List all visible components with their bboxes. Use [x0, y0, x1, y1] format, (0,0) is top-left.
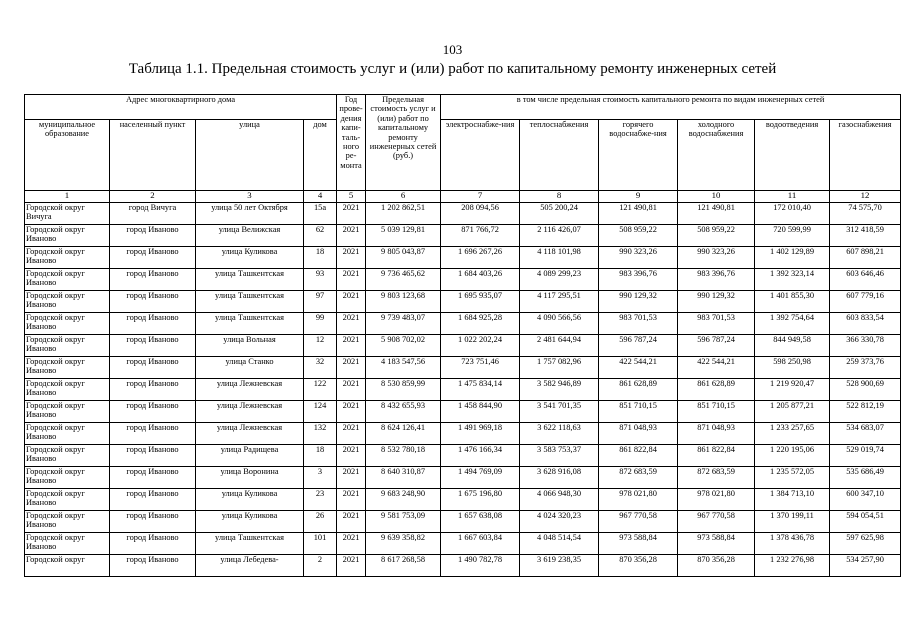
hot-water-cost-cell: 983 396,76 — [599, 269, 678, 291]
gas-cost-cell: 522 812,19 — [830, 401, 901, 423]
house-cell: 124 — [304, 401, 337, 423]
house-cell: 26 — [304, 511, 337, 533]
cold-water-cost-cell: 983 701,53 — [678, 313, 755, 335]
sewer-header: водоотведения — [755, 120, 830, 191]
by-type-group-header: в том числе предельная стоимость капитального ремонта по видам инженерных сетей — [441, 95, 901, 120]
max-cost-cell: 9 736 465,62 — [366, 269, 441, 291]
gas-cost-cell: 594 054,51 — [830, 511, 901, 533]
house-cell: 93 — [304, 269, 337, 291]
power-cost-cell: 1 667 603,84 — [441, 533, 520, 555]
street-cell: улица Ташкентская — [196, 533, 304, 555]
table-row — [25, 445, 901, 467]
max-cost-cell: 8 617 268,58 — [366, 555, 441, 577]
sewer-cost-cell: 1 401 855,30 — [755, 291, 830, 313]
year-cell: 2021 — [337, 313, 366, 335]
column-number: 11 — [755, 191, 830, 203]
gas-cost-cell: 312 418,59 — [830, 225, 901, 247]
column-number: 1 — [25, 191, 110, 203]
year-cell: 2021 — [337, 445, 366, 467]
sewer-cost-cell: 1 392 754,64 — [755, 313, 830, 335]
year-cell: 2021 — [337, 401, 366, 423]
sewer-cost-cell: 1 205 877,21 — [755, 401, 830, 423]
municipality-cell: Городской округ Иваново — [25, 335, 110, 357]
heat-cost-cell: 3 619 238,35 — [520, 555, 599, 577]
cold-water-cost-cell: 983 396,76 — [678, 269, 755, 291]
street-cell: улица Радищева — [196, 445, 304, 467]
municipality-cell: Городской округ Иваново — [25, 401, 110, 423]
heat-cost-cell: 4 118 101,98 — [520, 247, 599, 269]
settlement-header: населенный пункт — [110, 120, 196, 191]
gas-cost-cell: 534 257,90 — [830, 555, 901, 577]
year-cell: 2021 — [337, 511, 366, 533]
table-row — [25, 335, 901, 357]
municipality-cell: Городской округ Иваново — [25, 291, 110, 313]
street-cell: улица 50 лет Октября — [196, 203, 304, 225]
gas-cost-cell: 597 625,98 — [830, 533, 901, 555]
settlement-cell: город Иваново — [110, 357, 196, 379]
max-cost-cell: 8 624 126,41 — [366, 423, 441, 445]
gas-cost-cell: 600 347,10 — [830, 489, 901, 511]
table-title: Таблица 1.1. Предельная стоимость услуг и (или) работ по капитальному ремонту инженерных сетей — [128, 61, 777, 77]
municipality-cell: Городской округ Вичуга — [25, 203, 110, 225]
house-cell: 18 — [304, 445, 337, 467]
street-cell: улица Воронина — [196, 467, 304, 489]
table-row — [25, 533, 901, 555]
year-cell: 2021 — [337, 533, 366, 555]
year-cell: 2021 — [337, 269, 366, 291]
hot-water-cost-cell: 872 683,59 — [599, 467, 678, 489]
municipality-cell: Городской округ Иваново — [25, 511, 110, 533]
house-cell: 99 — [304, 313, 337, 335]
cold-water-cost-cell: 872 683,59 — [678, 467, 755, 489]
municipality-cell: Городской округ Иваново — [25, 313, 110, 335]
heat-cost-cell: 1 757 082,96 — [520, 357, 599, 379]
street-cell: улица Куликова — [196, 247, 304, 269]
municipality-cell: Городской округ Иваново — [25, 445, 110, 467]
table-row — [25, 511, 901, 533]
cold-water-cost-cell: 967 770,58 — [678, 511, 755, 533]
year-cell: 2021 — [337, 225, 366, 247]
max-cost-cell: 8 530 859,99 — [366, 379, 441, 401]
municipality-cell: Городской округ Иваново — [25, 357, 110, 379]
column-number: 12 — [830, 191, 901, 203]
hot-water-cost-cell: 973 588,84 — [599, 533, 678, 555]
house-cell: 23 — [304, 489, 337, 511]
max-cost-cell: 9 803 123,68 — [366, 291, 441, 313]
gas-cost-cell: 259 373,76 — [830, 357, 901, 379]
power-cost-cell: 1 684 925,28 — [441, 313, 520, 335]
settlement-cell: город Иваново — [110, 423, 196, 445]
street-cell: улица Лежневская — [196, 379, 304, 401]
hot-water-cost-cell: 990 129,32 — [599, 291, 678, 313]
municipality-cell: Городской округ Иваново — [25, 533, 110, 555]
year-cell: 2021 — [337, 467, 366, 489]
gas-cost-cell: 603 833,54 — [830, 313, 901, 335]
max-cost-header: Предельная стоимость услуг и (или) работ по капитальному ремонту инженерных сетей (руб.) — [366, 95, 441, 191]
max-cost-cell: 5 039 129,81 — [366, 225, 441, 247]
year-cell: 2021 — [337, 379, 366, 401]
year-cell: 2021 — [337, 291, 366, 313]
year-cell: 2021 — [337, 423, 366, 445]
power-cost-cell: 1 675 196,80 — [441, 489, 520, 511]
street-cell: улица Вольная — [196, 335, 304, 357]
cold-water-cost-cell: 973 588,84 — [678, 533, 755, 555]
settlement-cell: город Иваново — [110, 401, 196, 423]
power-cost-cell: 1 494 769,09 — [441, 467, 520, 489]
heat-cost-cell: 3 583 753,37 — [520, 445, 599, 467]
street-cell: улица Куликова — [196, 511, 304, 533]
gas-header: газоснабжения — [830, 120, 901, 191]
power-cost-cell: 1 657 638,08 — [441, 511, 520, 533]
table-row — [25, 269, 901, 291]
power-cost-cell: 1 475 834,14 — [441, 379, 520, 401]
cold-water-cost-cell: 871 048,93 — [678, 423, 755, 445]
year-header: Год прове-дения капи-таль-ного ре-монта — [337, 95, 366, 191]
gas-cost-cell: 366 330,78 — [830, 335, 901, 357]
power-cost-cell: 1 696 267,26 — [441, 247, 520, 269]
max-cost-cell: 9 739 483,07 — [366, 313, 441, 335]
settlement-cell: город Иваново — [110, 225, 196, 247]
max-cost-cell: 8 640 310,87 — [366, 467, 441, 489]
hot-water-header: горячего водоснабже-ния — [599, 120, 678, 191]
power-cost-cell: 1 684 403,26 — [441, 269, 520, 291]
municipality-cell: Городской округ Иваново — [25, 467, 110, 489]
gas-cost-cell: 534 683,07 — [830, 423, 901, 445]
gas-cost-cell: 607 898,21 — [830, 247, 901, 269]
sewer-cost-cell: 1 378 436,78 — [755, 533, 830, 555]
cold-water-cost-cell: 596 787,24 — [678, 335, 755, 357]
power-cost-cell: 1 022 202,24 — [441, 335, 520, 357]
column-number-row — [25, 191, 901, 203]
cost-table — [24, 94, 901, 577]
power-cost-cell: 1 476 166,34 — [441, 445, 520, 467]
header-row-1 — [25, 95, 901, 120]
heat-cost-cell: 4 090 566,56 — [520, 313, 599, 335]
column-number: 10 — [678, 191, 755, 203]
street-cell: улица Лебедева- — [196, 555, 304, 577]
sewer-cost-cell: 598 250,98 — [755, 357, 830, 379]
street-cell: улица Ташкентская — [196, 269, 304, 291]
table-row — [25, 291, 901, 313]
cold-water-cost-cell: 990 129,32 — [678, 291, 755, 313]
cold-water-cost-cell: 121 490,81 — [678, 203, 755, 225]
heat-cost-cell: 4 024 320,23 — [520, 511, 599, 533]
table-row — [25, 423, 901, 445]
sewer-cost-cell: 1 235 572,05 — [755, 467, 830, 489]
heat-cost-cell: 3 622 118,63 — [520, 423, 599, 445]
column-number: 9 — [599, 191, 678, 203]
heat-cost-cell: 3 628 916,08 — [520, 467, 599, 489]
power-cost-cell: 1 695 935,07 — [441, 291, 520, 313]
street-cell: улица Станко — [196, 357, 304, 379]
address-group-header: Адрес многоквартирного дома — [25, 95, 337, 120]
column-number: 3 — [196, 191, 304, 203]
column-number: 6 — [366, 191, 441, 203]
settlement-cell: город Иваново — [110, 291, 196, 313]
house-cell: 97 — [304, 291, 337, 313]
hot-water-cost-cell: 990 323,26 — [599, 247, 678, 269]
max-cost-cell: 8 432 655,93 — [366, 401, 441, 423]
gas-cost-cell: 607 779,16 — [830, 291, 901, 313]
gas-cost-cell: 528 900,69 — [830, 379, 901, 401]
max-cost-cell: 1 202 862,51 — [366, 203, 441, 225]
hot-water-cost-cell: 967 770,58 — [599, 511, 678, 533]
sewer-cost-cell: 1 370 199,11 — [755, 511, 830, 533]
gas-cost-cell: 74 575,70 — [830, 203, 901, 225]
sewer-cost-cell: 172 010,40 — [755, 203, 830, 225]
settlement-cell: город Иваново — [110, 247, 196, 269]
heat-cost-cell: 4 066 948,30 — [520, 489, 599, 511]
gas-cost-cell: 529 019,74 — [830, 445, 901, 467]
table-row — [25, 467, 901, 489]
street-cell: улица Велижская — [196, 225, 304, 247]
sewer-cost-cell: 1 384 713,10 — [755, 489, 830, 511]
year-cell: 2021 — [337, 335, 366, 357]
year-cell: 2021 — [337, 357, 366, 379]
house-cell: 12 — [304, 335, 337, 357]
sewer-cost-cell: 1 392 323,14 — [755, 269, 830, 291]
hot-water-cost-cell: 851 710,15 — [599, 401, 678, 423]
power-cost-cell: 723 751,46 — [441, 357, 520, 379]
cold-water-cost-cell: 508 959,22 — [678, 225, 755, 247]
header-row-2 — [25, 120, 901, 191]
heat-cost-cell: 3 541 701,35 — [520, 401, 599, 423]
cold-water-cost-cell: 861 822,84 — [678, 445, 755, 467]
max-cost-cell: 8 532 780,18 — [366, 445, 441, 467]
house-cell: 18 — [304, 247, 337, 269]
year-cell: 2021 — [337, 247, 366, 269]
sewer-cost-cell: 1 233 257,65 — [755, 423, 830, 445]
page-number: 103 — [442, 42, 463, 57]
heat-cost-cell: 4 048 514,54 — [520, 533, 599, 555]
municipality-cell: Городской округ Иваново — [25, 269, 110, 291]
cold-water-cost-cell: 870 356,28 — [678, 555, 755, 577]
cold-water-cost-cell: 861 628,89 — [678, 379, 755, 401]
settlement-cell: город Иваново — [110, 335, 196, 357]
table-row — [25, 555, 901, 577]
house-header: дом — [304, 120, 337, 191]
hot-water-cost-cell: 508 959,22 — [599, 225, 678, 247]
hot-water-cost-cell: 861 628,89 — [599, 379, 678, 401]
column-number: 2 — [110, 191, 196, 203]
cold-water-cost-cell: 978 021,80 — [678, 489, 755, 511]
settlement-cell: город Иваново — [110, 555, 196, 577]
municipality-cell: Городской округ — [25, 555, 110, 577]
house-cell: 15а — [304, 203, 337, 225]
table-row — [25, 357, 901, 379]
settlement-cell: город Вичуга — [110, 203, 196, 225]
cold-water-header: холодного водоснабжения — [678, 120, 755, 191]
power-header: электроснабже-ния — [441, 120, 520, 191]
hot-water-cost-cell: 121 490,81 — [599, 203, 678, 225]
municipality-cell: Городской округ Иваново — [25, 247, 110, 269]
house-cell: 132 — [304, 423, 337, 445]
column-number: 5 — [337, 191, 366, 203]
power-cost-cell: 1 491 969,18 — [441, 423, 520, 445]
settlement-cell: город Иваново — [110, 511, 196, 533]
sewer-cost-cell: 1 219 920,47 — [755, 379, 830, 401]
street-cell: улица Ташкентская — [196, 313, 304, 335]
table-row — [25, 225, 901, 247]
heat-cost-cell: 4 117 295,51 — [520, 291, 599, 313]
municipality-cell: Городской округ Иваново — [25, 225, 110, 247]
table-row — [25, 203, 901, 225]
house-cell: 62 — [304, 225, 337, 247]
table-row — [25, 401, 901, 423]
hot-water-cost-cell: 861 822,84 — [599, 445, 678, 467]
max-cost-cell: 4 183 547,56 — [366, 357, 441, 379]
settlement-cell: город Иваново — [110, 467, 196, 489]
house-cell: 3 — [304, 467, 337, 489]
house-cell: 101 — [304, 533, 337, 555]
sewer-cost-cell: 720 599,99 — [755, 225, 830, 247]
table-row — [25, 313, 901, 335]
cold-water-cost-cell: 990 323,26 — [678, 247, 755, 269]
sewer-cost-cell: 1 220 195,06 — [755, 445, 830, 467]
hot-water-cost-cell: 871 048,93 — [599, 423, 678, 445]
cold-water-cost-cell: 851 710,15 — [678, 401, 755, 423]
hot-water-cost-cell: 870 356,28 — [599, 555, 678, 577]
sewer-cost-cell: 844 949,58 — [755, 335, 830, 357]
settlement-cell: город Иваново — [110, 489, 196, 511]
hot-water-cost-cell: 596 787,24 — [599, 335, 678, 357]
street-header: улица — [196, 120, 304, 191]
municipality-cell: Городской округ Иваново — [25, 379, 110, 401]
gas-cost-cell: 535 686,49 — [830, 467, 901, 489]
cold-water-cost-cell: 422 544,21 — [678, 357, 755, 379]
column-number: 4 — [304, 191, 337, 203]
table-row — [25, 489, 901, 511]
power-cost-cell: 1 458 844,90 — [441, 401, 520, 423]
house-cell: 122 — [304, 379, 337, 401]
year-cell: 2021 — [337, 555, 366, 577]
heat-cost-cell: 3 582 946,89 — [520, 379, 599, 401]
max-cost-cell: 9 581 753,09 — [366, 511, 441, 533]
max-cost-cell: 5 908 702,02 — [366, 335, 441, 357]
house-cell: 2 — [304, 555, 337, 577]
municipality-header: муниципальное образование — [25, 120, 110, 191]
hot-water-cost-cell: 422 544,21 — [599, 357, 678, 379]
heat-cost-cell: 4 089 299,23 — [520, 269, 599, 291]
street-cell: улица Ташкентская — [196, 291, 304, 313]
year-cell: 2021 — [337, 489, 366, 511]
street-cell: улица Куликова — [196, 489, 304, 511]
street-cell: улица Лежневская — [196, 423, 304, 445]
settlement-cell: город Иваново — [110, 269, 196, 291]
power-cost-cell: 1 490 782,78 — [441, 555, 520, 577]
column-number: 8 — [520, 191, 599, 203]
max-cost-cell: 9 639 358,82 — [366, 533, 441, 555]
year-cell: 2021 — [337, 203, 366, 225]
hot-water-cost-cell: 978 021,80 — [599, 489, 678, 511]
heat-cost-cell: 2 481 644,94 — [520, 335, 599, 357]
municipality-cell: Городской округ Иваново — [25, 489, 110, 511]
table-row — [25, 379, 901, 401]
house-cell: 32 — [304, 357, 337, 379]
settlement-cell: город Иваново — [110, 379, 196, 401]
sewer-cost-cell: 1 232 276,98 — [755, 555, 830, 577]
heat-cost-cell: 2 116 426,07 — [520, 225, 599, 247]
power-cost-cell: 208 094,56 — [441, 203, 520, 225]
hot-water-cost-cell: 983 701,53 — [599, 313, 678, 335]
gas-cost-cell: 603 646,46 — [830, 269, 901, 291]
settlement-cell: город Иваново — [110, 313, 196, 335]
power-cost-cell: 871 766,72 — [441, 225, 520, 247]
column-number: 7 — [441, 191, 520, 203]
sewer-cost-cell: 1 402 129,89 — [755, 247, 830, 269]
heat-cost-cell: 505 200,24 — [520, 203, 599, 225]
table-row — [25, 247, 901, 269]
heat-header: теплоснабжения — [520, 120, 599, 191]
settlement-cell: город Иваново — [110, 445, 196, 467]
settlement-cell: город Иваново — [110, 533, 196, 555]
municipality-cell: Городской округ Иваново — [25, 423, 110, 445]
max-cost-cell: 9 805 043,87 — [366, 247, 441, 269]
max-cost-cell: 9 683 248,90 — [366, 489, 441, 511]
street-cell: улица Лежневская — [196, 401, 304, 423]
